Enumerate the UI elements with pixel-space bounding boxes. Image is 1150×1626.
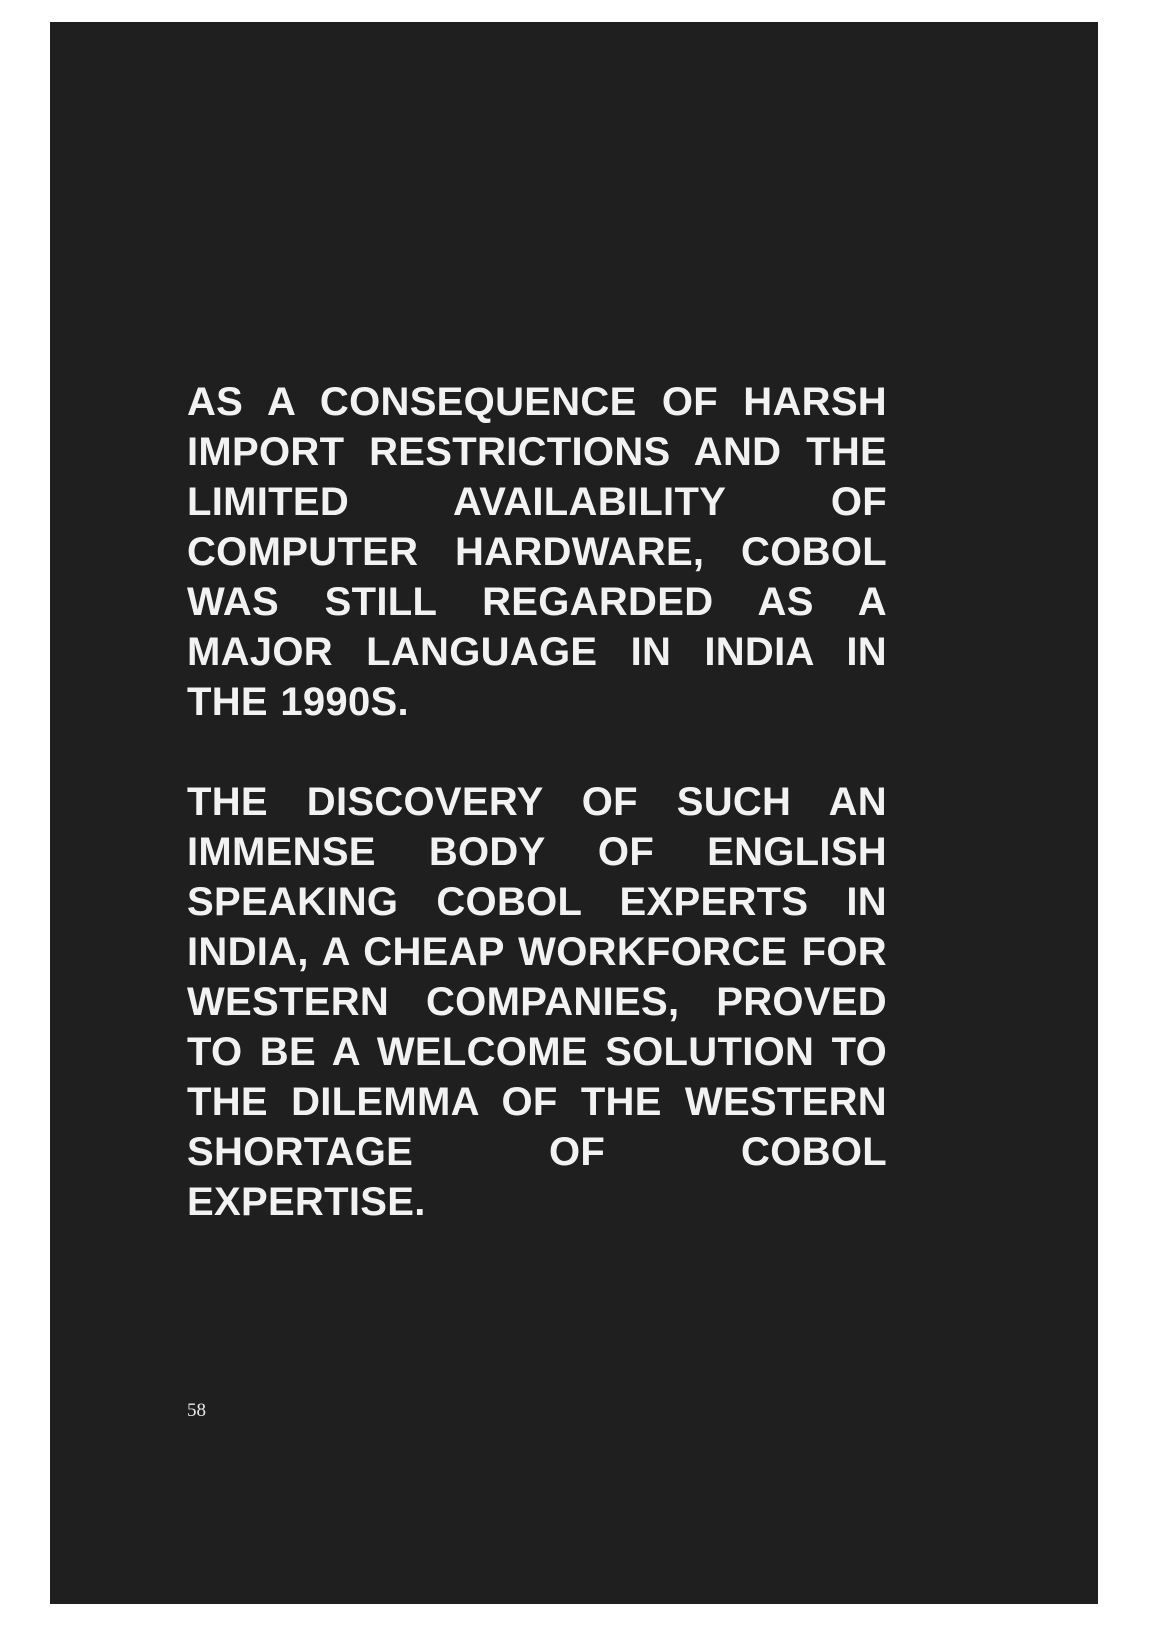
paragraph-1: AS A CONSEQUENCE OF HARSH IMPORT RESTRICTIONS AND THE LIMITED AVAILABILITY OF COMPUTER HARDWARE, COBOL WAS STILL REGARDED AS A MAJOR LANGUAGE IN INDIA IN THE 1990S. xyxy=(187,380,887,724)
page-number: 58 xyxy=(187,1400,206,1421)
body-text-block xyxy=(187,377,887,1227)
paragraph-2: THE DISCOVERY OF SUCH AN IMMENSE BODY OF ENGLISH SPEAKING COBOL EXPERTS IN INDIA, A CHEAP WORKFORCE FOR WESTERN COMPANIES, PROVED TO BE A WELCOME SOLUTION TO THE DILEMMA OF THE WESTERN SHORTAGE OF COBOL EXPERTISE. xyxy=(187,780,887,1224)
page-canvas xyxy=(50,22,1098,1604)
